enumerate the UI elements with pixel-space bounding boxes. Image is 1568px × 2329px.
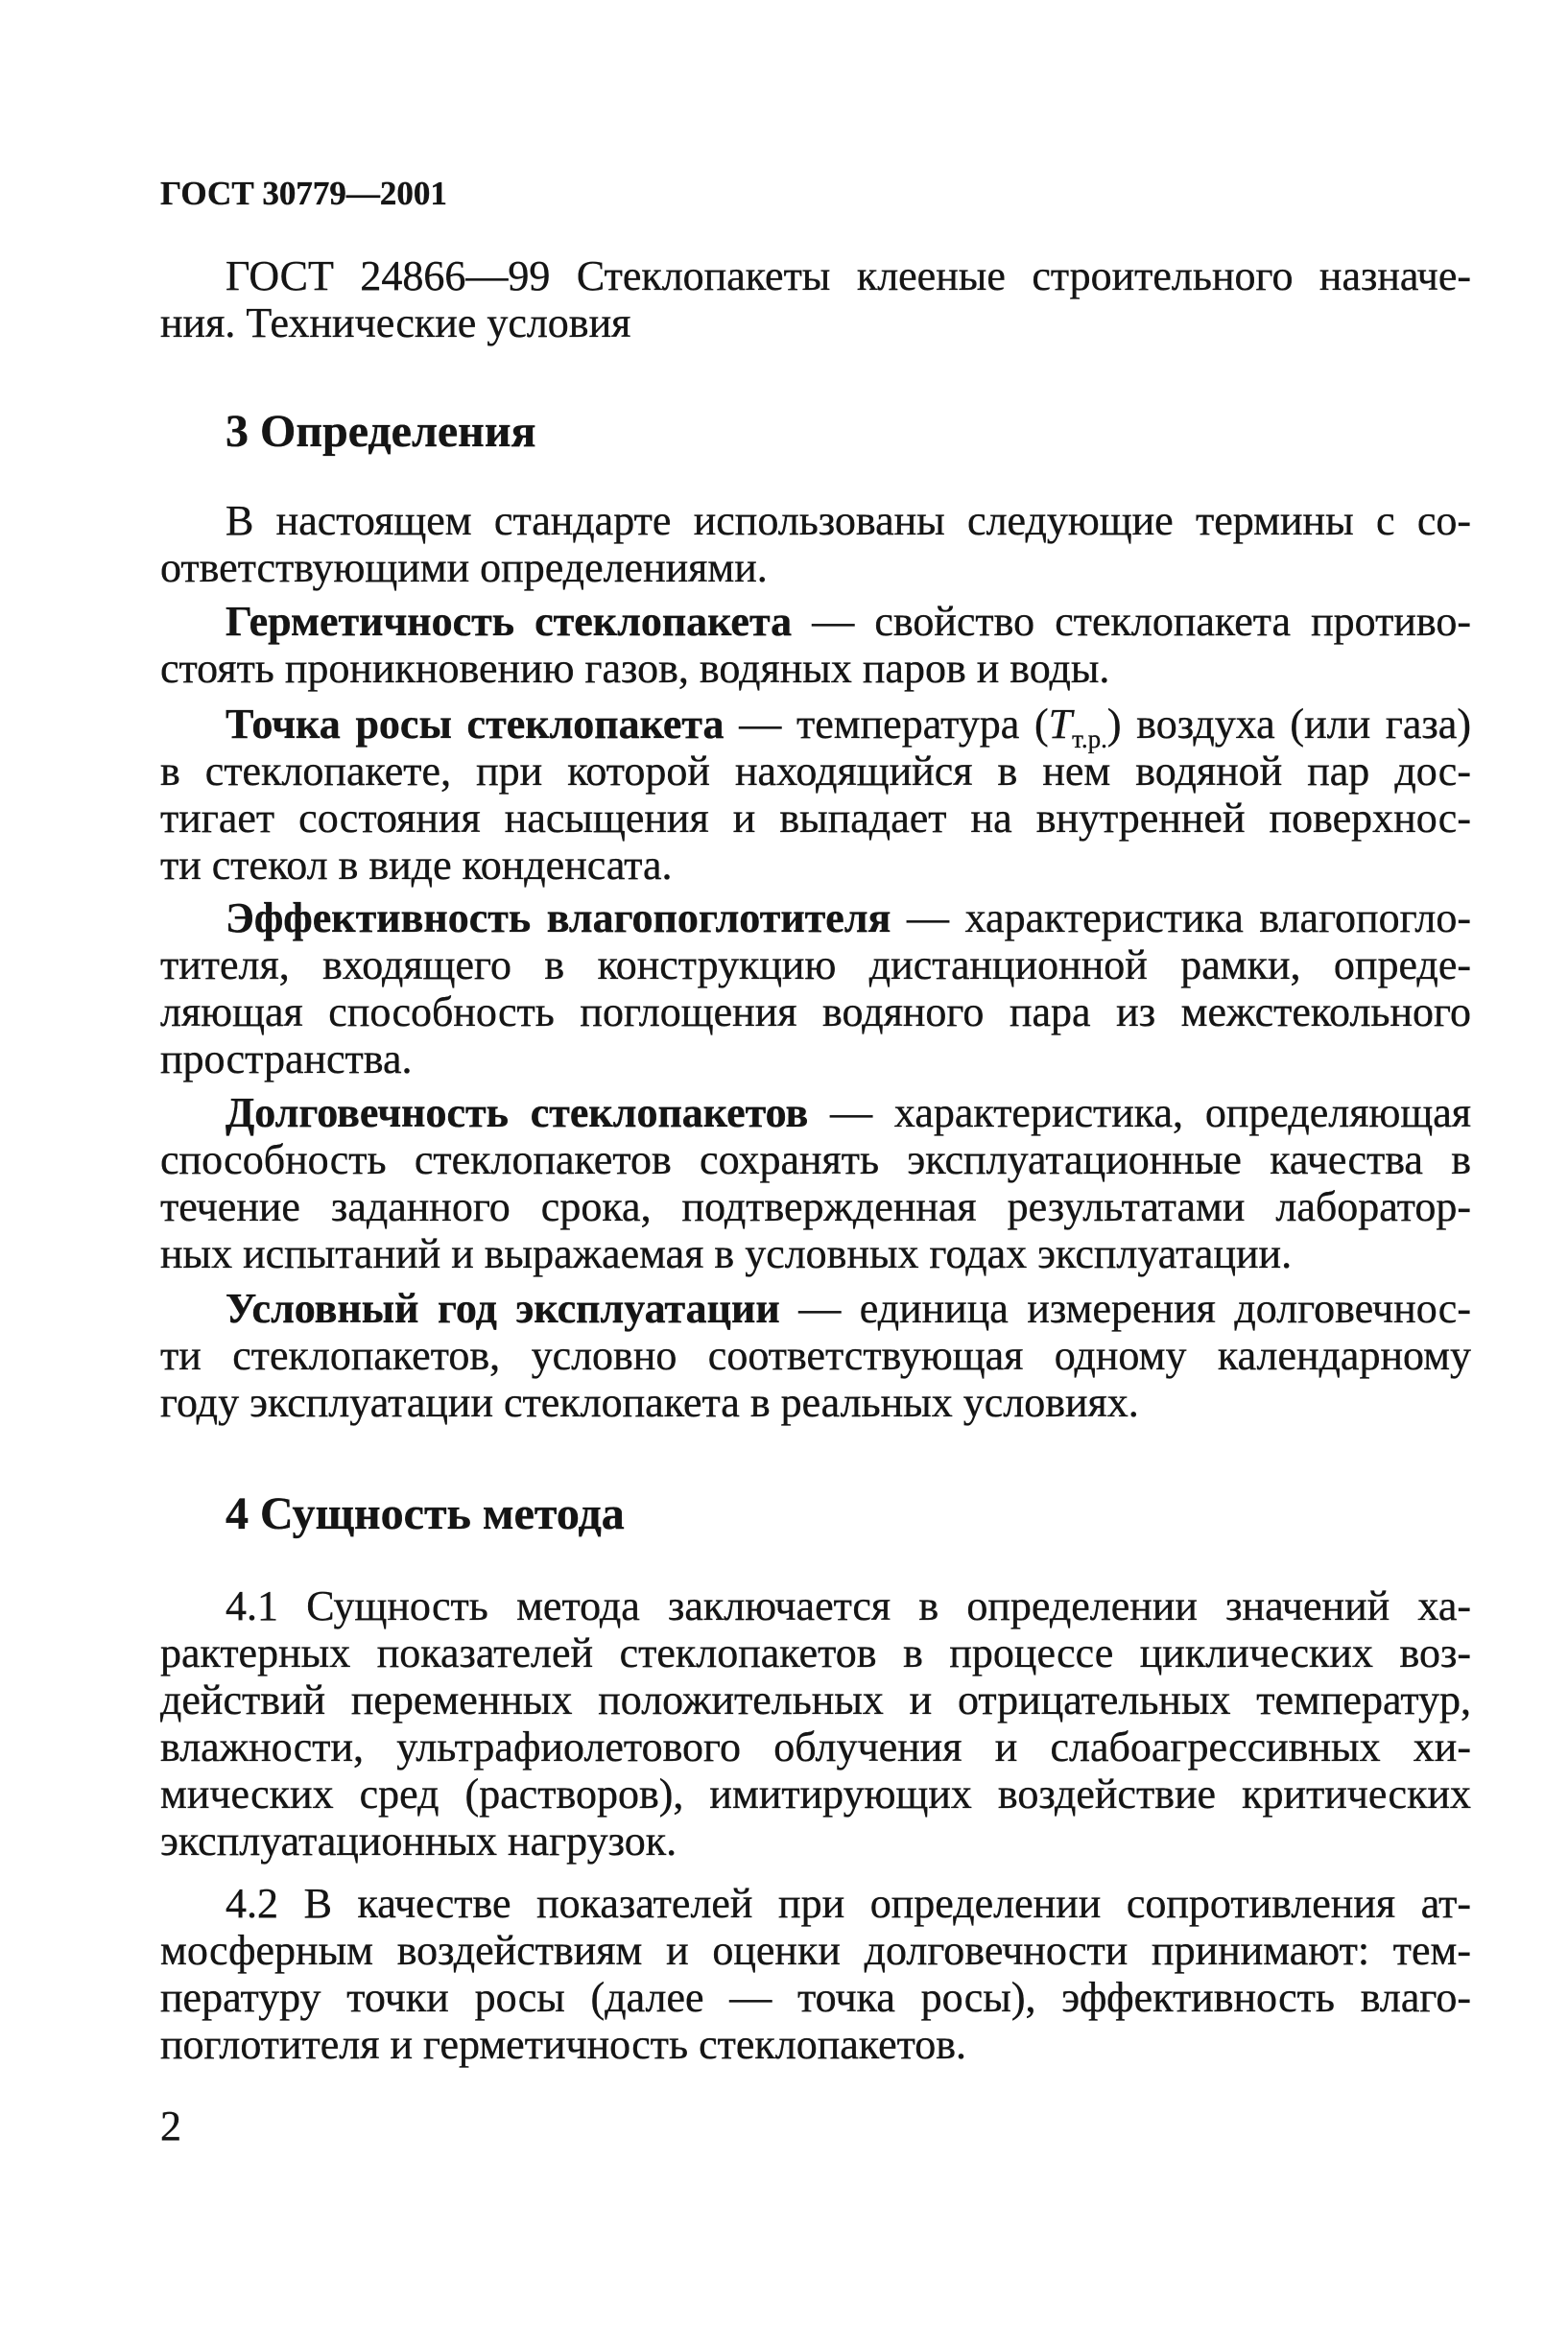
dew-point-symbol: T: [1048, 701, 1073, 748]
term-definition-start: — характеристика, определяющая: [830, 1089, 1471, 1136]
term-definition-durability: [160, 1089, 1471, 1277]
term-title: Герметичность стеклопакета: [226, 598, 793, 645]
text-line: пературу точки росы (далее — точка росы), эффективность влаго-: [160, 1974, 1471, 2021]
text-line: ГОСТ 24866—99 Стеклопакеты клееные строительного назначе-: [226, 252, 1471, 299]
text-line: ляющая способность поглощения водяного пара из межстекольного: [160, 988, 1471, 1035]
text-line: в стеклопакете, при которой находящийся в нем водяной пар дос-: [160, 748, 1471, 795]
running-header: [160, 170, 1471, 217]
section-4-heading-block: [160, 1490, 1471, 1537]
text-line: действий переменных положительных и отрицательных температур,: [160, 1676, 1471, 1723]
text-line: ти стеклопакетов, условно соответствующая одному календарному: [160, 1332, 1471, 1379]
text-line: ных испытаний и выражаемая в условных годах эксплуатации.: [160, 1230, 1293, 1277]
term-definition-service-year: [160, 1285, 1471, 1426]
text-line: тигает состояния насыщения и выпадает на внутренней поверхнос-: [160, 795, 1471, 842]
text-line: году эксплуатации стеклопакета в реальных условиях.: [160, 1379, 1139, 1426]
term-definition-start: — свойство стеклопакета противо-: [812, 598, 1471, 645]
term-title: Условный год эксплуатации: [226, 1285, 780, 1332]
page-footer: [160, 2103, 1471, 2150]
clause-4-2: [160, 1880, 1471, 2068]
text-line: пространства.: [160, 1035, 413, 1082]
text-line: 4.1 Сущность метода заключается в определении значений ха-: [226, 1582, 1471, 1629]
text-line: мических сред (растворов), имитирующих воздействие критических: [160, 1771, 1471, 1818]
text-line: стоять проникновению газов, водяных паров и воды.: [160, 645, 1110, 692]
term-title: Эффективность влагопоглотителя: [226, 894, 891, 941]
term-title: Долговечность стеклопакетов: [226, 1089, 809, 1136]
term-first-line: [160, 894, 1471, 941]
text-line: способность стеклопакетов сохранять эксплуатационные качества в: [160, 1136, 1471, 1183]
text-line: В настоящем стандарте использованы следующие термины с со-: [226, 497, 1471, 544]
section-heading: 4 Сущность метода: [226, 1488, 625, 1539]
normative-reference: [160, 252, 1471, 346]
text-line: ти стекол в виде конденсата.: [160, 842, 673, 889]
term-first-line: [160, 701, 1471, 753]
page-number: 2: [160, 2103, 181, 2150]
text-line: эксплуатационных нагрузок.: [160, 1818, 677, 1865]
term-definition-tightness: [160, 598, 1471, 692]
standard-code: ГОСТ 30779—2001: [160, 175, 447, 212]
text-line: тителя, входящего в конструкцию дистанционной рамки, опреде-: [160, 941, 1471, 988]
term-definition-desiccant-efficiency: [160, 894, 1471, 1082]
term-definition-continuation: ) воздуха (или газа): [1106, 701, 1471, 748]
section-heading: 3 Определения: [226, 406, 536, 457]
text-line: 4.2 В качестве показателей при определении сопротивления ат-: [226, 1880, 1471, 1927]
text-line: мосферным воздействиям и оценки долговечности принимают: тем-: [160, 1927, 1471, 1974]
text-line: поглотителя и герметичность стеклопакетов.: [160, 2021, 967, 2068]
text-line: ния. Технические условия: [160, 299, 631, 346]
section-3-heading-block: [160, 408, 1471, 455]
term-first-line: [160, 598, 1471, 645]
section-3-intro: [160, 497, 1471, 591]
term-definition-start: — единица измерения долговечнос-: [798, 1285, 1471, 1332]
term-definition-dew-point: [160, 701, 1471, 889]
term-title: Точка росы стеклопакета: [226, 701, 725, 748]
term-definition-start: — характеристика влагопогло-: [906, 894, 1471, 941]
text-line: течение заданного срока, подтвержденная результатами лаборатор-: [160, 1183, 1471, 1230]
text-line: ответствующими определениями.: [160, 544, 768, 591]
term-first-line: [160, 1089, 1471, 1136]
term-first-line: [160, 1285, 1471, 1332]
clause-4-1: [160, 1582, 1471, 1865]
text-line: рактерных показателей стеклопакетов в процессе циклических воз-: [160, 1629, 1471, 1676]
term-definition-start: — температура (: [739, 701, 1049, 748]
text-line: влажности, ультрафиолетового облучения и слабоагрессивных хи-: [160, 1723, 1471, 1771]
dew-point-symbol-subscript: т.р.: [1072, 725, 1107, 753]
